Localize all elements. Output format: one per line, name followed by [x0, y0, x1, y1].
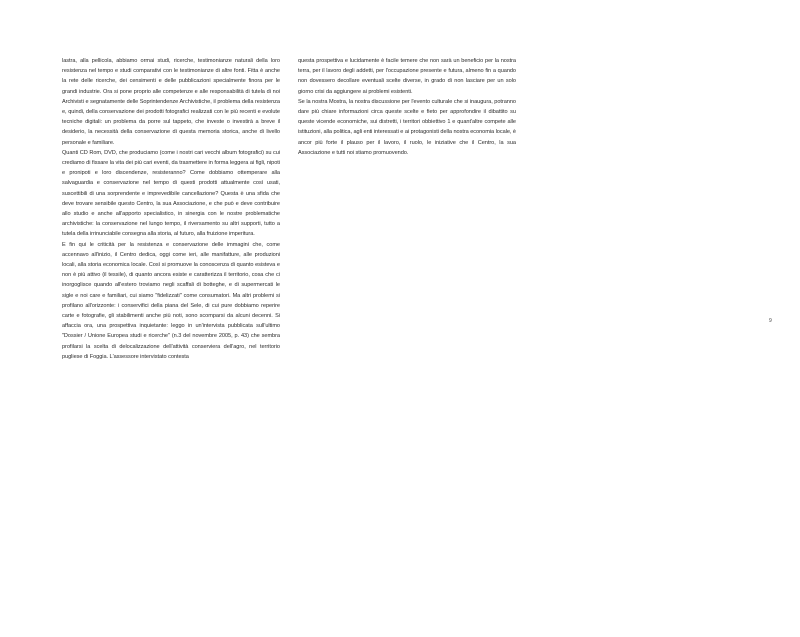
- left-text-column: [62, 56, 280, 362]
- right-text-column: [298, 56, 516, 158]
- paragraph: questa prospettiva e lucidamente è facile temere che non sarà un beneficio per la nostra terra, per il lavoro degli addetti, per l'occupazione presente e futura, almeno fin a quando non dovessero decollare eventuali scelte diverse, in grado di non lasciare per un solo giorno crisi da aggiungere ai problemi esistenti.: [298, 58, 516, 95]
- paragraph: lastra, alla pellicola, abbiamo ormai studi, ricerche, testimonianze naturali della loro resistenza nel tempo e studi comparativi con le testimonianze di altre fonti. Fitta è anche la rete delle ricerche, dei censimenti e delle pubblicazioni specialmente finora per le grandi industrie. Ora si pone proprio alle competenze e alle responsabilità di tutela di noi Archivisti e segnatamente delle Soprintendenze Archivistiche, il problema della resistenza e, quindi, della conservazione dei prodotti fotografici realizzati con le più recenti e evolute tecniche digitali: un problema da porre sul tappeto, che investe o investirà a breve il desiderio, la necessità della conservazione di questa memoria storica, anche di livello personale e familiare.: [62, 58, 280, 146]
- paragraph: Se la nostra Mostra, la nostra discussione per l'evento culturale che si inaugura, potranno dare più chiare informazioni circa queste scelte e fieto per approfondire il dibattito su queste vicende economiche, sui distretti, i territori obbiettivo 1 e quant'altre compete alle istituzioni, alla politica, agli enti interessati e ai protagonisti della nostra economia locale, è ancor più forte il plauso per il lavoro, il ruolo, le iniziative che il Centro, la sua Associazione e tutti noi stiamo promuovendo.: [298, 98, 516, 156]
- paragraph: E fin qui le criticità per la resistenza e conservazione delle immagini che, come accennavo all'inizio, il Centro dedica, oggi come ieri, alle manifatture, alle produzioni locali, alla storia economica locale. Così si promuove la conoscenza di quanto esisteva e non è più attivo (il tessile), di quanto ancora esiste e caratterizza il territorio, cosa che ci inorgoglisce quando all'estero troviamo negli scaffali di botteghe, e di supermercati le sigle e noi care e familiari, cui siamo "fidelizzati" come consumatori. Ma altri problemi si profilano all'orizzonte: i conservifici della piana del Sele, di cui pure dobbiamo reperire carte e fotografie, gli stabilimenti anche più noti, sono scomparsi da alcuni decenni. Si affaccia ora, una prospettiva inquietante: leggo in un'intervista pubblicata sull'ultimo "Dossier / Unione Europea studi e ricerche" (n.3 del novembre 2005, p. 43) che sembra profilarsi la scelta di delocalizzazione dell'attività conserviera dell'agro, nel territorio pugliese di Foggia. L'assessore intervistato contesta: [62, 241, 280, 360]
- paragraph: Quanti CD Rom, DVD, che produciamo (come i nostri cari vecchi album fotografici) su cui crediamo di fissare la vita dei più cari eventi, da trasmettere in forma leggera ai figli, nipoti e pronipoti e loro discendenze, resisteranno? Come dobbiamo ottemperare alla salvaguardia e conservazione nel tempo di questi prodotti attualmente così usati, suscettibili di una sorprendente e imprevedibile cancellazione? Questa è una sfida che deve trovare sensibile questo Centro, la sua Associazione, e che può e deve contribuire allo studio e anche all'apporto specialistico, in sinergia con le nostre problematiche archivistiche: la conservazione nel lungo tempo, il riversamento su altri supporti, tutto a tutela della irrinunciabile consegna alla storia, al futuro, alla fruizione imperitura.: [62, 149, 280, 238]
- page-number: 9: [769, 318, 772, 324]
